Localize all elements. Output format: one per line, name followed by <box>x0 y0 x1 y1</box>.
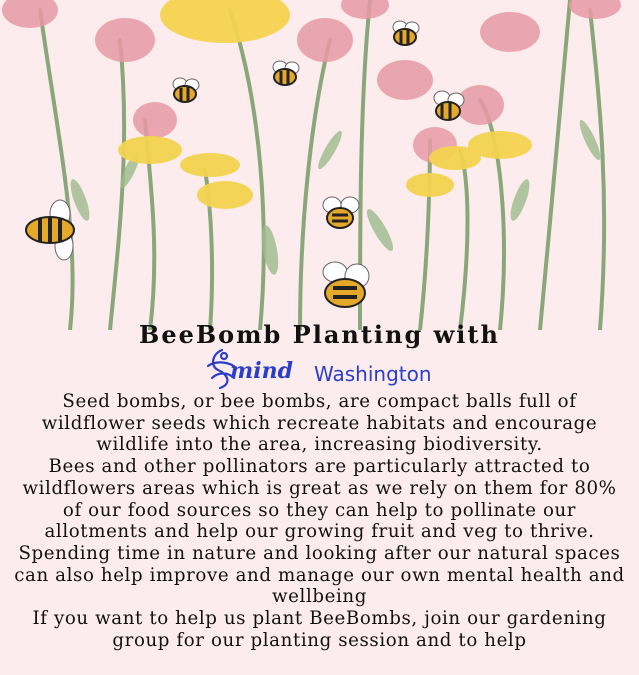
paragraph: Seed bombs, or bee bombs, are compact balls full of wildflower seeds which recreate habitats and encourage wildlife into the area, increasing biodiversity. <box>41 391 598 456</box>
mind-washington-logo <box>200 346 440 392</box>
paragraph: Spending time in nature and looking after our natural spaces can also help improve and manage our own mental health and wellbeing <box>14 542 625 608</box>
paragraph: If you want to help us plant BeeBombs, join our gardening group for our planting session and to help <box>32 608 607 651</box>
wildflowers-illustration <box>0 0 639 330</box>
description <box>10 391 629 651</box>
paragraph: Bees and other pollinators are particularly attracted to wildflowers areas which is great as we rely on them for 80% of our food sources so they can help to pollinate our allotments and help our growing fruit and veg to thrive. <box>22 456 617 543</box>
page-title: BeeBomb Planting with <box>139 320 500 349</box>
logo-mind-text: mind <box>230 358 294 384</box>
logo-org-text: Washington <box>314 362 432 386</box>
